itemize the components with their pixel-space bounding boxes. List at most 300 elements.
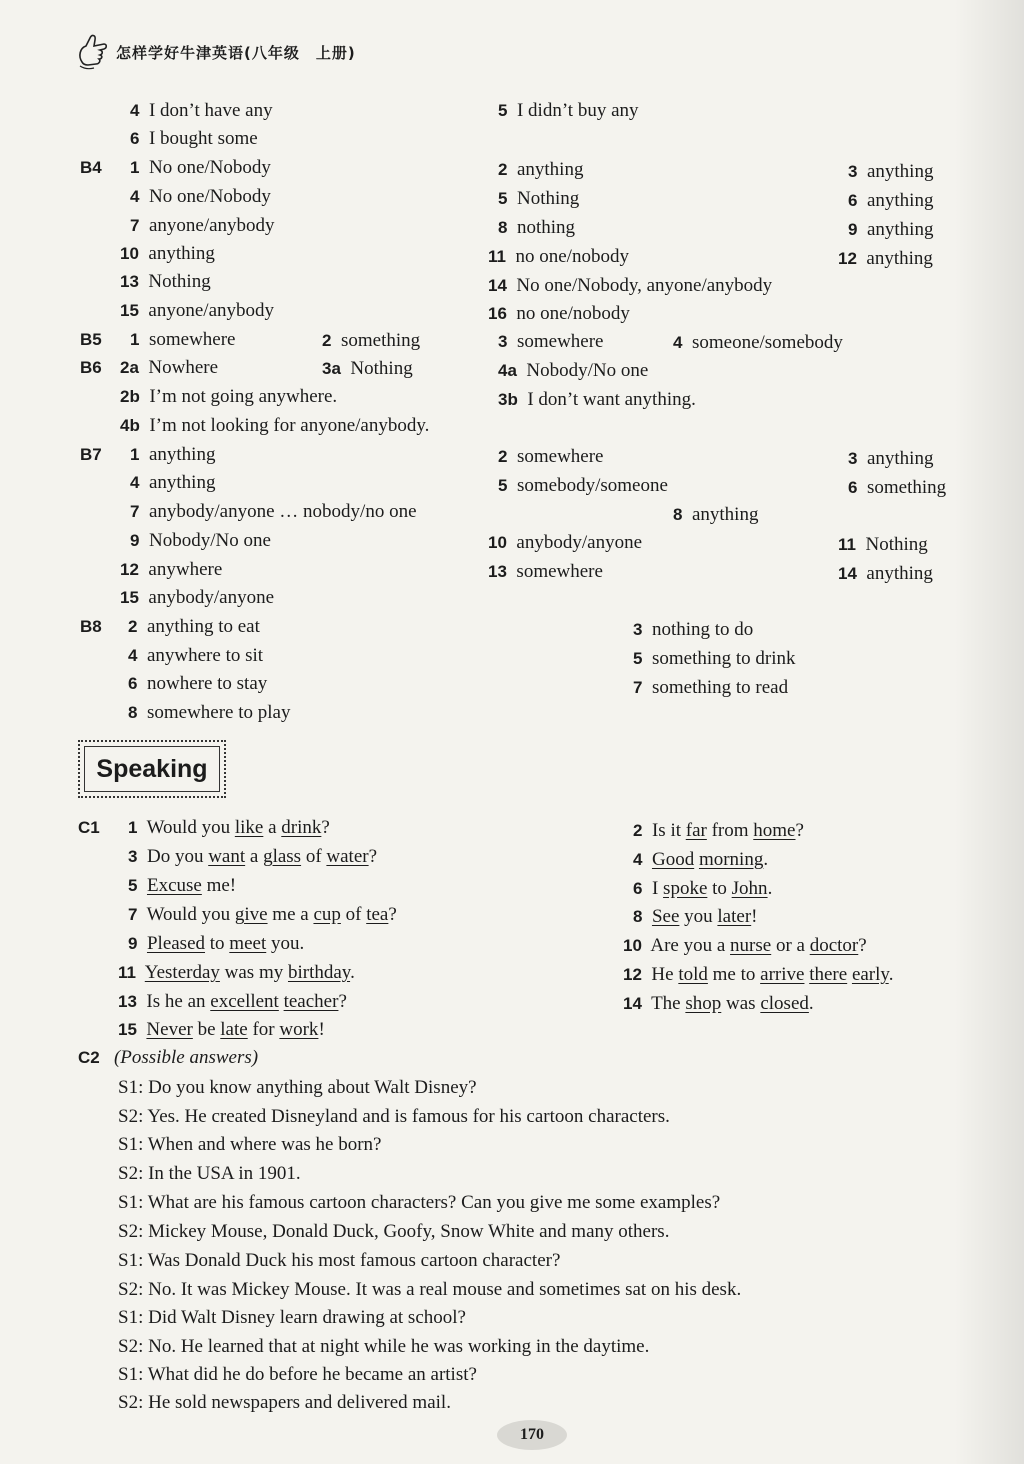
answer-text: anything — [138, 243, 215, 264]
item-number: 4 — [633, 850, 643, 869]
answer-text: I don’t have any — [139, 100, 273, 121]
item-number: 3b — [498, 390, 518, 409]
answer-text: I didn’t buy any — [507, 100, 639, 121]
item-number: 13 — [488, 562, 507, 581]
underlined-word: like — [234, 817, 264, 838]
answer-line — [838, 562, 933, 586]
answer-text: be — [192, 1019, 221, 1040]
answer-text: someone/somebody — [682, 332, 843, 353]
answer-line — [848, 189, 933, 213]
answer-text — [137, 1019, 147, 1040]
answer-line — [498, 158, 583, 182]
underlined-word: meet — [229, 933, 267, 954]
underlined-word: glass — [263, 846, 302, 867]
answer-text: of — [340, 904, 367, 925]
answer-line — [633, 905, 758, 929]
answer-line — [633, 618, 753, 642]
item-number: 1 — [130, 158, 140, 177]
underlined-word: water — [326, 846, 369, 867]
answer-line — [498, 445, 604, 469]
answer-text: anything — [507, 159, 584, 180]
answer-line — [130, 328, 236, 352]
answer-text: . — [808, 993, 814, 1014]
item-number: 5 — [498, 101, 508, 120]
answer-text: anywhere — [138, 559, 223, 580]
answer-text: anything — [139, 472, 216, 493]
underlined-word: birthday — [287, 962, 351, 983]
answer-text: nothing — [507, 217, 576, 238]
answer-line — [118, 1363, 477, 1387]
answer-line — [80, 156, 102, 180]
answer-line — [488, 245, 629, 269]
answer-text: No one/Nobody — [139, 186, 271, 207]
underlined-word: Never — [146, 1019, 193, 1040]
item-number: 2 — [498, 447, 508, 466]
underlined-word: spoke — [663, 878, 708, 899]
answer-line — [78, 816, 100, 840]
answer-text: of — [301, 846, 327, 867]
item-number: 4 — [130, 473, 140, 492]
answer-text: me to — [707, 964, 761, 985]
answer-line — [128, 644, 263, 668]
answer-line — [80, 443, 102, 467]
answer-line — [633, 647, 796, 671]
page-edge-shadow — [954, 0, 1024, 1464]
item-number: 2 — [128, 617, 138, 636]
answer-text: somewhere — [507, 331, 604, 352]
item-number: 3a — [322, 359, 341, 378]
answer-line — [128, 874, 236, 898]
answer-line — [130, 500, 417, 524]
answer-text: anyone/anybody — [138, 300, 274, 321]
section-label: B4 — [80, 158, 102, 177]
answer-text: . — [767, 878, 773, 899]
item-number: 10 — [623, 936, 642, 955]
answer-line — [488, 302, 630, 326]
underlined-word: Good — [651, 849, 695, 870]
answer-text: Is it — [642, 820, 686, 841]
item-number: 1 — [130, 445, 140, 464]
answer-text: somewhere — [139, 329, 236, 350]
item-number: 11 — [488, 247, 506, 266]
answer-line — [498, 388, 696, 412]
answer-text: to — [707, 878, 732, 899]
answer-text: no one/nobody — [506, 303, 630, 324]
page-header — [76, 28, 356, 76]
item-number: 2 — [322, 331, 332, 350]
answer-line — [623, 992, 814, 1016]
answer-text: S2: He sold newspapers and delivered mail. — [118, 1392, 451, 1413]
answer-line — [488, 274, 772, 298]
answer-line — [120, 586, 274, 610]
item-number: 5 — [633, 649, 643, 668]
item-number: 2a — [120, 358, 139, 377]
item-number: 6 — [848, 478, 858, 497]
answer-text: I’m not looking for anyone/anybody. — [139, 415, 430, 436]
speaking-heading-text: Speaking — [96, 754, 208, 783]
answer-text: you. — [266, 933, 305, 954]
answer-text: No one/Nobody, anyone/anybody — [506, 275, 773, 296]
item-number: 3 — [848, 449, 858, 468]
underlined-word: cup — [313, 904, 341, 925]
answer-line — [130, 99, 273, 123]
answer-line — [498, 99, 639, 123]
answer-text: ? — [368, 846, 378, 867]
answer-text: nowhere to stay — [137, 673, 268, 694]
answer-line — [118, 1018, 325, 1042]
answer-text: somewhere to play — [137, 702, 291, 723]
item-number: 14 — [488, 276, 507, 295]
answer-text: ? — [338, 991, 347, 1012]
item-number: 13 — [120, 272, 139, 291]
answer-text: me! — [201, 875, 237, 896]
underlined-word: told — [678, 964, 708, 985]
note-text: (Possible answers) — [99, 1047, 259, 1068]
answer-text: Nothing — [138, 271, 211, 292]
item-number: 4b — [120, 416, 140, 435]
answer-line — [633, 676, 788, 700]
section-label: B8 — [80, 617, 102, 636]
answer-text: . — [350, 962, 355, 983]
underlined-word: nurse — [730, 935, 772, 956]
item-number: 5 — [498, 189, 508, 208]
answer-text: anywhere to sit — [137, 645, 264, 666]
answer-text: S1: Do you know anything about Walt Disney? — [118, 1077, 477, 1098]
section-label: C1 — [78, 818, 100, 837]
item-number: 10 — [120, 244, 139, 263]
answer-text — [136, 962, 145, 983]
answer-line — [322, 357, 413, 381]
underlined-word: work — [279, 1019, 319, 1040]
answer-text: S1: What are his famous cartoon characters? Can you give me some examples? — [118, 1192, 721, 1213]
answer-line — [118, 1162, 301, 1186]
answer-line — [848, 476, 946, 500]
answer-text: anything — [857, 219, 934, 240]
answer-text: S1: When and where was he born? — [118, 1134, 382, 1155]
answer-text: The — [641, 993, 686, 1014]
answer-text: a — [263, 817, 282, 838]
answer-text: Nothing — [340, 358, 413, 379]
underlined-word: home — [753, 820, 796, 841]
answer-line — [130, 156, 271, 180]
answer-line — [120, 385, 337, 409]
item-number: 15 — [120, 301, 139, 320]
answer-text: . — [763, 849, 769, 870]
underlined-word: closed — [760, 993, 809, 1014]
answer-line — [118, 990, 347, 1014]
item-number: 1 — [128, 818, 138, 837]
answer-text: S1: Did Walt Disney learn drawing at school? — [118, 1307, 466, 1328]
answer-line — [118, 1278, 741, 1302]
answer-line — [633, 819, 804, 843]
item-number: 4 — [673, 333, 683, 352]
answer-text: ! — [318, 1019, 325, 1040]
answer-text: somebody/someone — [507, 475, 668, 496]
answer-text: No one/Nobody — [139, 157, 271, 178]
answer-text: anything — [856, 563, 933, 584]
item-number: 4 — [128, 646, 138, 665]
item-number: 8 — [128, 703, 138, 722]
answer-text: a — [245, 846, 264, 867]
answer-text: I bought some — [139, 128, 258, 149]
answer-text: something — [857, 477, 947, 498]
answer-line — [322, 329, 420, 353]
answer-line — [120, 270, 211, 294]
item-number: 14 — [623, 994, 642, 1013]
underlined-word: early — [851, 964, 889, 985]
answer-line — [128, 845, 377, 869]
underlined-word: doctor — [809, 935, 859, 956]
item-number: 11 — [118, 963, 136, 982]
underlined-word: Pleased — [146, 933, 206, 954]
underlined-word: excellent — [210, 991, 279, 1012]
item-number: 8 — [673, 505, 683, 524]
item-number: 4a — [498, 361, 517, 380]
answer-text: Are you a — [641, 935, 731, 956]
item-number: 12 — [623, 965, 642, 984]
answer-text: ? — [795, 820, 804, 841]
answer-text: to — [205, 933, 230, 954]
answer-text: me a — [267, 904, 314, 925]
answer-line — [120, 356, 218, 380]
item-number: 9 — [128, 934, 138, 953]
answer-line — [120, 558, 222, 582]
pointing-hand-icon — [76, 32, 110, 72]
answer-text: anything — [139, 444, 216, 465]
item-number: 6 — [633, 879, 643, 898]
item-number: 12 — [120, 560, 139, 579]
section-label: B5 — [80, 330, 102, 349]
answer-text: ? — [321, 817, 330, 838]
answer-line — [118, 1105, 670, 1129]
answer-line — [118, 961, 355, 985]
item-number: 3 — [498, 332, 508, 351]
item-number: 15 — [118, 1020, 137, 1039]
item-number: 6 — [130, 129, 140, 148]
answer-line — [130, 443, 215, 467]
answer-line — [848, 160, 933, 184]
answer-text: Nobody/No one — [516, 360, 649, 381]
answer-text: something to drink — [642, 648, 796, 669]
item-number: 9 — [848, 220, 858, 239]
item-number: 8 — [633, 907, 643, 926]
underlined-word: far — [685, 820, 707, 841]
answer-text: something — [331, 330, 421, 351]
answer-text: anybody/anyone … nobody/no one — [139, 501, 417, 522]
answer-text: no one/nobody — [505, 246, 629, 267]
answer-line — [120, 242, 215, 266]
answer-line — [78, 1046, 258, 1070]
item-number: 15 — [120, 588, 139, 607]
section-label: B6 — [80, 358, 102, 377]
answer-line — [848, 218, 933, 242]
answer-text: Do you — [137, 846, 209, 867]
answer-line — [498, 187, 579, 211]
answer-line — [838, 533, 928, 557]
answer-text: S2: Yes. He created Disneyland and is famous for his cartoon characters. — [118, 1106, 670, 1127]
answer-text: . — [888, 964, 894, 985]
answer-text — [137, 875, 147, 896]
book-title: 怎样学好牛津英语(八年级 上册) — [116, 43, 356, 62]
answer-text: S2: In the USA in 1901. — [118, 1163, 301, 1184]
underlined-word: Excuse — [146, 875, 202, 896]
answer-line — [128, 903, 397, 927]
answer-text: for — [247, 1019, 280, 1040]
answer-line — [130, 471, 215, 495]
answer-line — [120, 299, 274, 323]
answer-text: Nothing — [507, 188, 580, 209]
answer-text: from — [706, 820, 754, 841]
answer-text: Nowhere — [138, 357, 219, 378]
answer-line — [673, 503, 758, 527]
answer-text: Nothing — [855, 534, 928, 555]
underlined-word: teacher — [283, 991, 339, 1012]
answer-text — [642, 849, 652, 870]
item-number: 5 — [498, 476, 508, 495]
answer-text — [137, 933, 147, 954]
item-number: 7 — [128, 905, 138, 924]
underlined-word: want — [208, 846, 246, 867]
item-number: 11 — [838, 535, 856, 554]
section-label: B7 — [80, 445, 102, 464]
underlined-word: there — [809, 964, 848, 985]
answer-line — [128, 932, 304, 956]
answer-line — [128, 672, 267, 696]
answer-text: Is he an — [136, 991, 211, 1012]
answer-line — [128, 701, 290, 725]
answer-text: I don’t want anything. — [517, 389, 696, 410]
answer-line — [80, 356, 102, 380]
item-number: 4 — [130, 101, 140, 120]
answer-line — [118, 1391, 451, 1415]
answer-line — [488, 560, 603, 584]
answer-line — [498, 359, 648, 383]
item-number: 10 — [488, 533, 507, 552]
answer-text: He — [641, 964, 679, 985]
item-number: 13 — [118, 992, 137, 1011]
answer-line — [130, 529, 271, 553]
answer-line — [118, 1191, 720, 1215]
answer-line — [838, 247, 933, 271]
answer-text: anyone/anybody — [139, 215, 275, 236]
item-number: 3 — [128, 847, 138, 866]
answer-line — [118, 1133, 381, 1157]
underlined-word: drink — [281, 817, 322, 838]
item-number: 3 — [848, 162, 858, 181]
answer-text: ? — [388, 904, 397, 925]
answer-text: S1: What did he do before he became an artist? — [118, 1364, 477, 1385]
underlined-word: late — [220, 1019, 248, 1040]
answer-text: anything — [857, 448, 934, 469]
item-number: 8 — [498, 218, 508, 237]
item-number: 2 — [498, 160, 508, 179]
answer-text: you — [679, 906, 718, 927]
answer-line — [633, 848, 768, 872]
answer-text: somewhere — [506, 561, 603, 582]
underlined-word: shop — [685, 993, 722, 1014]
answer-text: was my — [219, 962, 288, 983]
answer-text: Would you — [137, 904, 235, 925]
answer-line — [498, 474, 668, 498]
answer-line — [633, 877, 772, 901]
item-number: 2 — [633, 821, 643, 840]
answer-text: something to read — [642, 677, 789, 698]
underlined-word: morning — [698, 849, 764, 870]
answer-text: somewhere — [507, 446, 604, 467]
answer-line — [488, 531, 642, 555]
answer-line — [848, 447, 933, 471]
section-label: C2 — [78, 1048, 100, 1067]
answer-line — [80, 615, 102, 639]
answer-line — [118, 1306, 466, 1330]
speaking-section-heading — [78, 740, 226, 798]
item-number: 5 — [128, 876, 138, 895]
answer-line — [80, 328, 102, 352]
page-number: 170 — [497, 1420, 567, 1450]
underlined-word: arrive — [760, 964, 805, 985]
answer-line — [128, 816, 330, 840]
answer-line — [498, 330, 604, 354]
answer-text: ! — [751, 906, 758, 927]
answer-line — [623, 934, 867, 958]
item-number: 6 — [848, 191, 858, 210]
underlined-word: give — [234, 904, 268, 925]
answer-line — [498, 216, 575, 240]
item-number: 9 — [130, 531, 140, 550]
answer-text: S2: No. It was Mickey Mouse. It was a real mouse and sometimes sat on his desk. — [118, 1279, 742, 1300]
answer-line — [130, 185, 271, 209]
answer-text: anything — [682, 504, 759, 525]
item-number: 1 — [130, 330, 140, 349]
item-number: 7 — [633, 678, 643, 697]
item-number: 14 — [838, 564, 857, 583]
answer-text: S2: No. He learned that at night while he was working in the daytime. — [118, 1336, 650, 1357]
answer-text: anything — [857, 190, 934, 211]
answer-line — [128, 615, 260, 639]
answer-line — [130, 214, 275, 238]
answer-text: ? — [858, 935, 867, 956]
underlined-word: Yesterday — [144, 962, 220, 983]
answer-line — [673, 331, 843, 355]
answer-text: nothing to do — [642, 619, 754, 640]
answer-text: Nobody/No one — [139, 530, 271, 551]
answer-line — [118, 1220, 669, 1244]
answer-text: was — [721, 993, 761, 1014]
item-number: 6 — [128, 674, 138, 693]
item-number: 16 — [488, 304, 507, 323]
answer-line — [118, 1249, 560, 1273]
underlined-word: tea — [366, 904, 389, 925]
answer-text: anything to eat — [137, 616, 260, 637]
answer-text: or a — [771, 935, 810, 956]
item-number: 2b — [120, 387, 140, 406]
answer-text — [642, 906, 652, 927]
answer-text: anything — [856, 248, 933, 269]
answer-line — [130, 127, 258, 151]
underlined-word: later — [717, 906, 752, 927]
answer-text: S2: Mickey Mouse, Donald Duck, Goofy, Snow White and many others. — [118, 1221, 670, 1242]
item-number: 4 — [130, 187, 140, 206]
item-number: 7 — [130, 502, 140, 521]
answer-line — [118, 1335, 649, 1359]
answer-text: I — [642, 878, 664, 899]
underlined-word: See — [651, 906, 680, 927]
item-number: 3 — [633, 620, 643, 639]
underlined-word: John — [731, 878, 768, 899]
answer-text: anybody/anyone — [506, 532, 642, 553]
answer-line — [623, 963, 893, 987]
answer-text: S1: Was Donald Duck his most famous cartoon character? — [118, 1250, 561, 1271]
